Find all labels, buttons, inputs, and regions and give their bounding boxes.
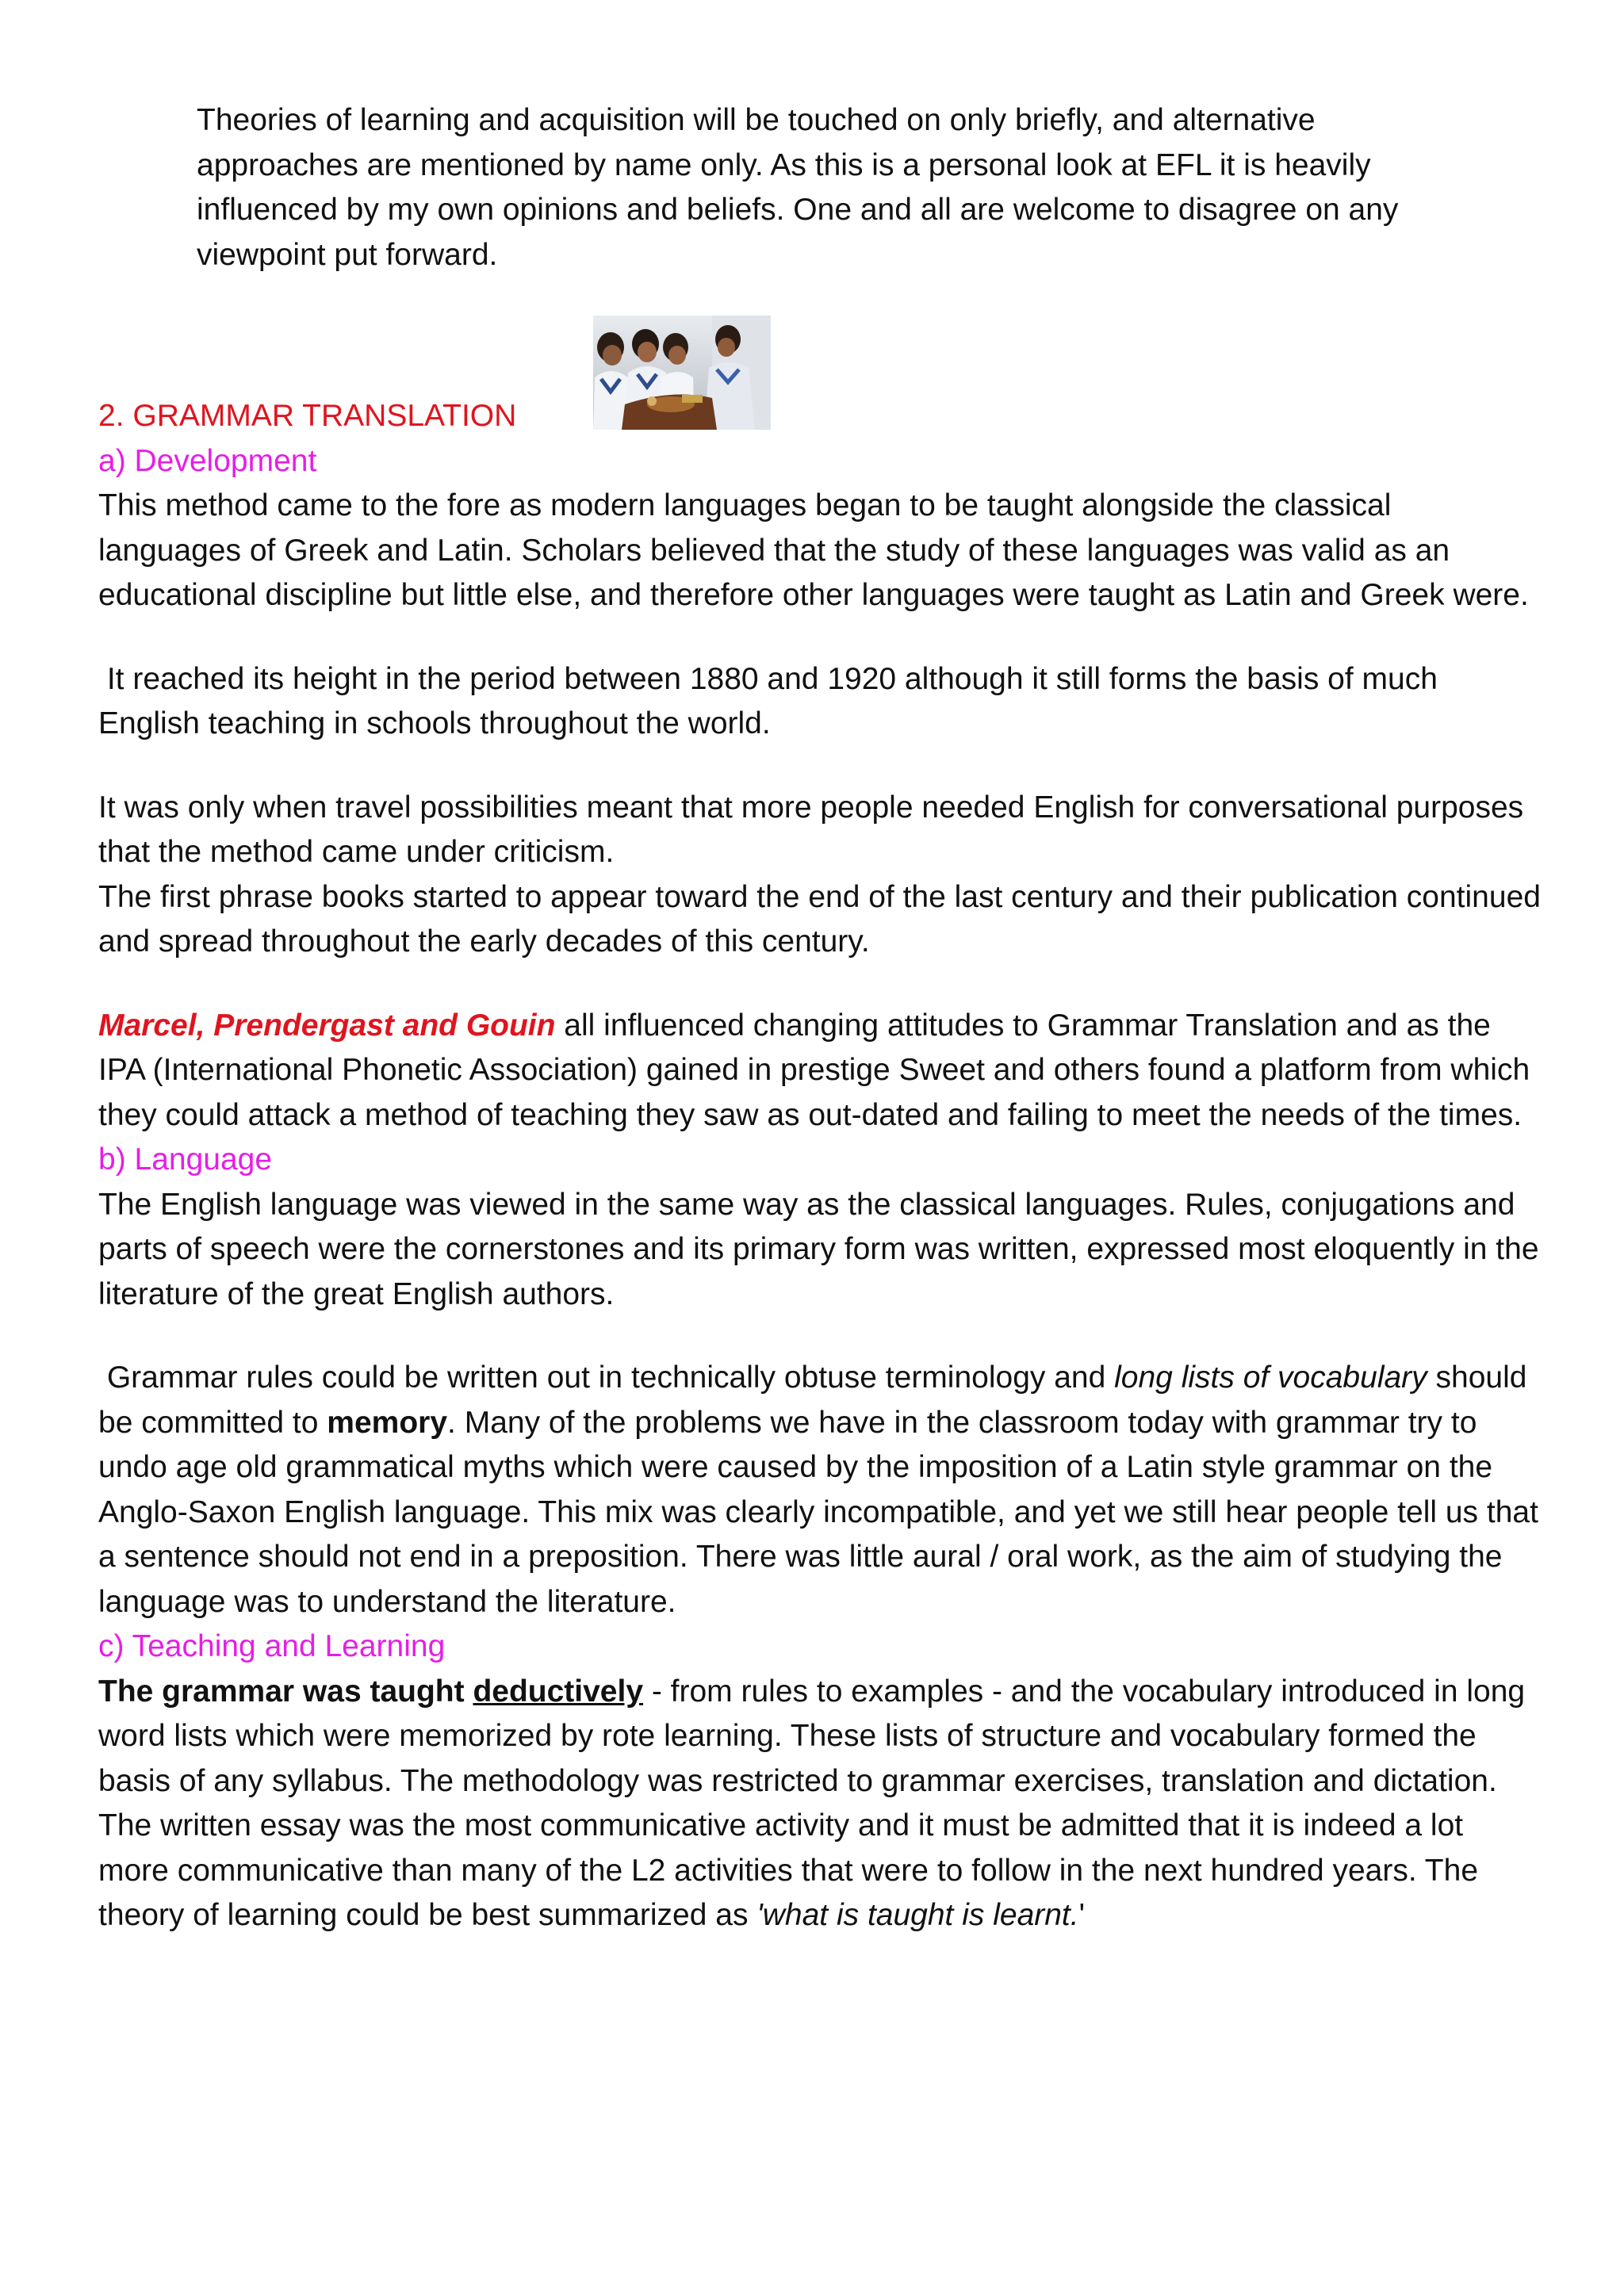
language-p2-bold: memory <box>327 1405 448 1440</box>
intro-line: Theories of learning and acquisition will be touched on only briefly, and alternative <box>197 103 1316 137</box>
development-paragraph-2: It reached its height in the period between 1880 and 1920 although it still forms the basis of much English teaching in schools throughout the world. <box>98 661 1446 740</box>
main-content <box>98 394 1547 1938</box>
teaching-bold-underlined: deductively <box>473 1674 644 1709</box>
language-paragraph-2 <box>98 1356 1547 1624</box>
subheading-development: a) Development <box>98 443 317 478</box>
development-paragraph-1: This method came to the fore as modern languages began to be taught alongside the classical languages of Greek and Latin. Scholars believed that the study of these languages was valid as an educational discipline but little else, and therefore other languages were taught as Latin and Greek were. <box>98 488 1529 612</box>
development-paragraph-4: The first phrase books started to appear toward the end of the last century and their publication continued and spread throughout the early decades of this century. <box>98 879 1541 959</box>
subheading-language: b) Language <box>98 1142 273 1177</box>
section-heading: 2. GRAMMAR TRANSLATION <box>98 399 517 433</box>
language-paragraph-1: The English language was viewed in the same way as the classical languages. Rules, conjugations and parts of speech were the cornerstones and its primary form was written, expressed most eloquently in the literature of the great English authors. <box>98 1187 1539 1311</box>
teaching-quote: 'what is taught is learnt. <box>756 1898 1079 1932</box>
language-p2-text-b: should be committed to <box>98 1360 1536 1440</box>
teaching-paragraph <box>98 1670 1542 1938</box>
development-paragraph-3: It was only when travel possibilities meant that more people needed English for conversational purposes that the method came under criticism. <box>98 790 1524 869</box>
intro-line: influenced by my own opinions and beliefs. One and all are welcome to disagree on any <box>197 193 1399 227</box>
intro-line: approaches are mentioned by name only. As this is a personal look at EFL it is heavily <box>197 147 1371 182</box>
language-p2-text-c: . Many of the problems we have in the classroom today with grammar try to undo age old grammatical myths which were caused by the imposition of a Latin style grammar on the Anglo-Saxon English language. This mix was clearly incompatible, and yet we still hear people tell us that a sentence should not end in a preposition. There was little aural / oral work, as the aim of studying the language was to understand the literature. <box>98 1405 1547 1619</box>
teaching-quote-end: ' <box>1078 1898 1086 1932</box>
intro-paragraph <box>197 98 1545 277</box>
teaching-text: - from rules to examples - and the vocabulary introduced in long word lists which were memorized by rote learning. These lists of structure and vocabulary formed the basis of any syllabus. The methodology was restricted to grammar exercises, translation and dictation. The written essay was the most communicative activity and it must be admitted that it is indeed a lot more communicative than many of the L2 activities that were to follow in the next hundred years. The theory of learning could be best summarized as <box>98 1674 1526 1932</box>
teaching-bold-lead: The grammar was taught <box>98 1674 473 1709</box>
subheading-teaching: c) Teaching and Learning <box>98 1629 446 1663</box>
language-p2-italic: long lists of vocabulary <box>1114 1360 1427 1395</box>
language-p2-text-a: Grammar rules could be written out in technically obtuse terminology and <box>98 1360 1115 1395</box>
development-paragraph-5-text: all influenced changing attitudes to Grammar Translation and as the IPA (International Phonetic Association) gained in prestige Sweet and others found a platform from which they could attack a method of teaching they saw as out-dated and failing to meet the needs of the times. <box>98 1008 1530 1132</box>
influencers-names: Marcel, Prendergast and Gouin <box>98 1008 556 1043</box>
intro-line: viewpoint put forward. <box>197 237 498 272</box>
development-paragraph-5 <box>98 1004 1542 1138</box>
